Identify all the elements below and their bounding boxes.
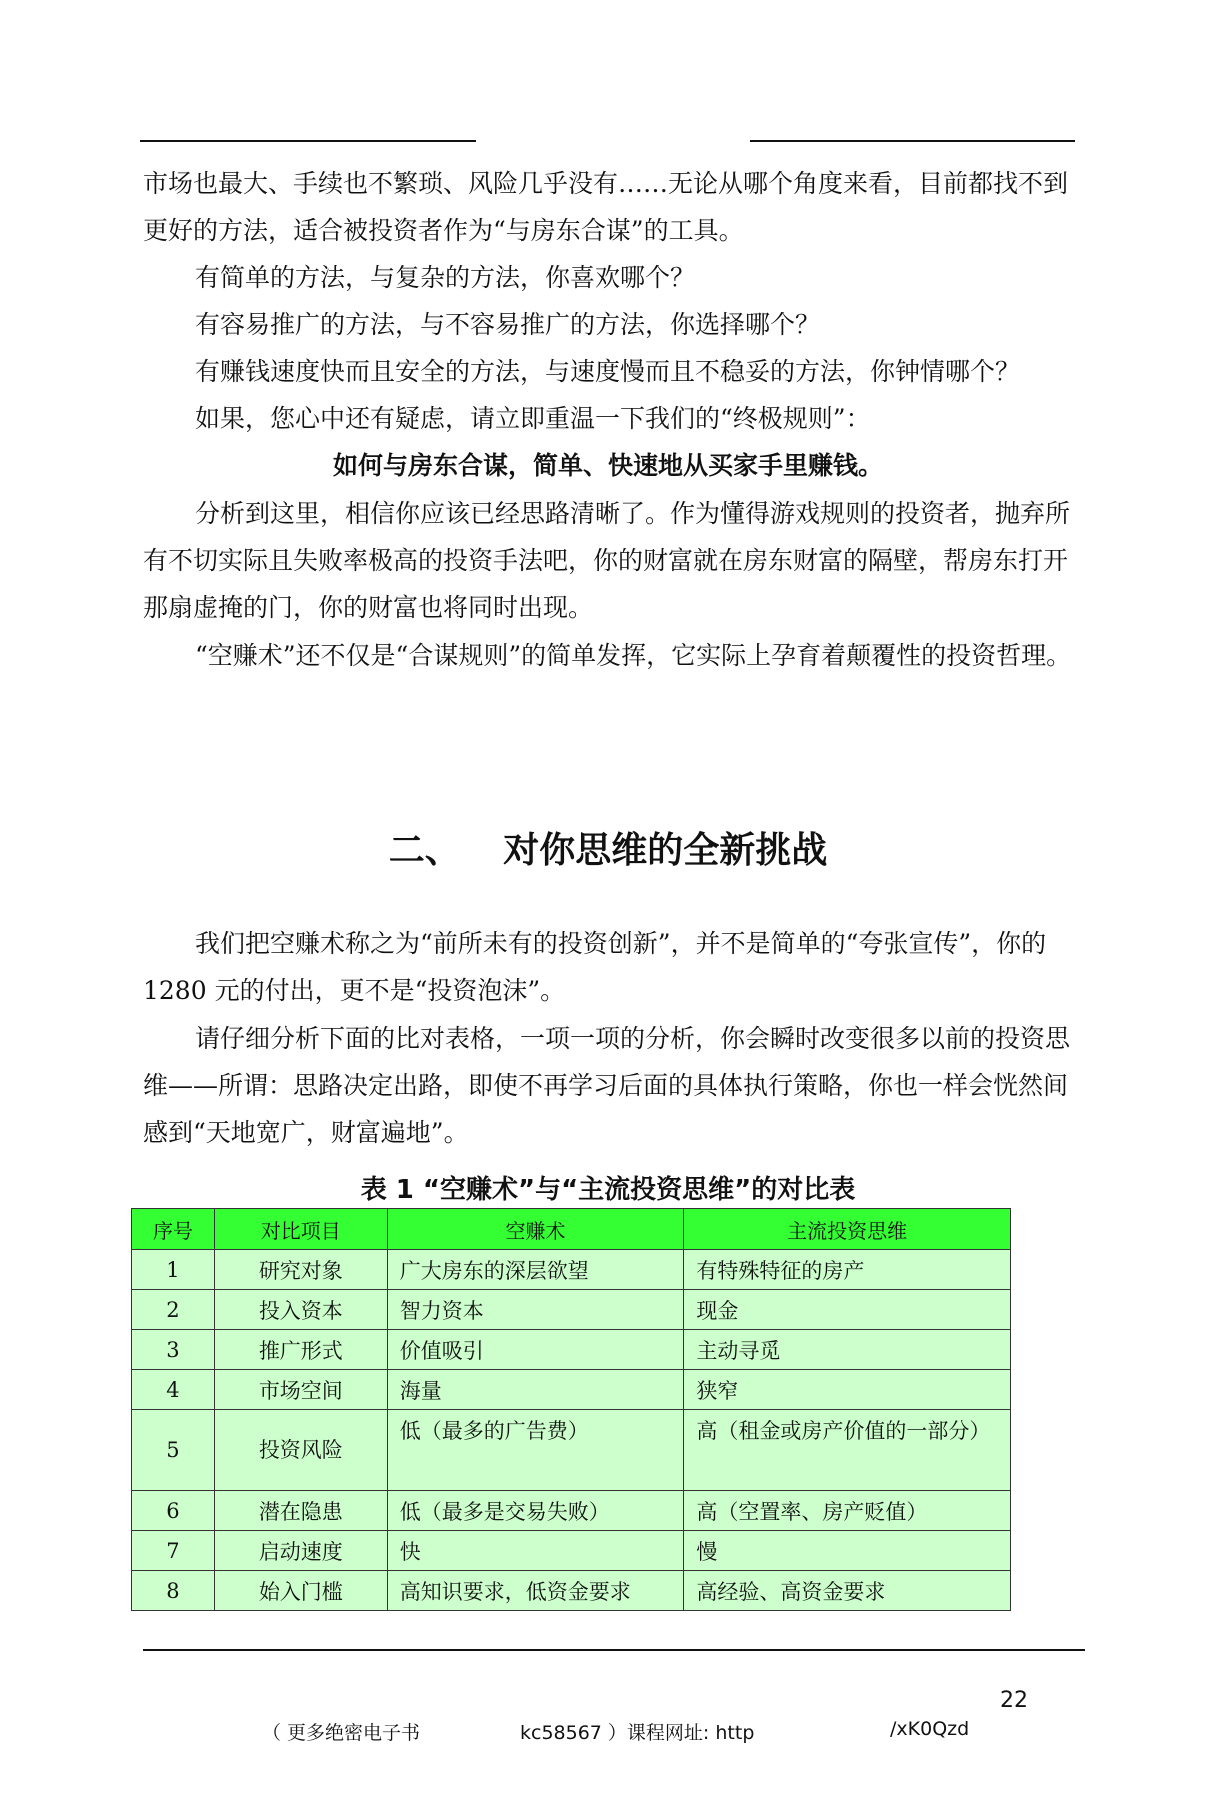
- table-row: [132, 1571, 1011, 1611]
- table-cell: 现金: [684, 1290, 1011, 1330]
- table-cell: 高经验、高资金要求: [684, 1571, 1011, 1611]
- footer-text-course-url: kc58567 ）课程网址: http: [520, 1722, 755, 1744]
- table-cell: 推广形式: [214, 1330, 387, 1370]
- footer-text-url-code: /xK0Qzd: [890, 1718, 970, 1740]
- paragraph: 请仔细分析下面的比对表格，一项一项的分析，你会瞬时改变很多以前的投资思维——所谓：思路决定出路，即使不再学习后面的具体执行策略，你也一样会恍然间感到“天地宽广，财富遍地”。: [143, 1024, 1071, 1147]
- header-rule-left: [140, 140, 476, 142]
- rule-statement: 如何与房东合谋，简单、快速地从买家手里赚钱。: [332, 451, 883, 480]
- table-row: [132, 1370, 1011, 1410]
- column-header: 对比项目: [214, 1209, 387, 1250]
- table-cell: 潜在隐患: [214, 1491, 387, 1531]
- paragraph: 市场也最大、手续也不繁琐、风险几乎没有……无论从哪个角度来看，目前都找不到更好的方法，适合被投资者作为“与房东合谋”的工具。: [143, 169, 1069, 245]
- table-cell: 快: [387, 1531, 684, 1571]
- table-cell: 低（最多的广告费）: [387, 1410, 684, 1491]
- table-cell: 启动速度: [214, 1531, 387, 1571]
- table-cell: 8: [132, 1571, 215, 1611]
- table-row: [132, 1250, 1011, 1290]
- table-cell: 有特殊特征的房产: [684, 1250, 1011, 1290]
- footer-text-ebook: （ 更多绝密电子书: [262, 1722, 421, 1744]
- table-caption: 表 1 “空赚术”与“主流投资思维”的对比表: [360, 1175, 856, 1205]
- table-row: [132, 1491, 1011, 1531]
- table-cell: 价值吸引: [387, 1330, 684, 1370]
- table-cell: 5: [132, 1410, 215, 1491]
- table-cell: 智力资本: [387, 1290, 684, 1330]
- table-row: [132, 1410, 1011, 1491]
- page-number: 22: [1000, 1688, 1028, 1713]
- table-cell: 高（空置率、房产贬值）: [684, 1491, 1011, 1531]
- header-rule-right: [750, 140, 1075, 142]
- table-cell: 主动寻觅: [684, 1330, 1011, 1370]
- table-cell: 投资风险: [214, 1410, 387, 1491]
- table-cell: 3: [132, 1330, 215, 1370]
- table-cell: 研究对象: [214, 1250, 387, 1290]
- footer-rule: [143, 1649, 1085, 1651]
- column-header: 空赚术: [387, 1209, 684, 1250]
- table-cell: 高知识要求，低资金要求: [387, 1571, 684, 1611]
- table-cell: 慢: [684, 1531, 1011, 1571]
- table-cell: 广大房东的深层欲望: [387, 1250, 684, 1290]
- paragraph: 有赚钱速度快而且安全的方法，与速度慢而且不稳妥的方法，你钟情哪个？: [195, 357, 1021, 386]
- table-cell: 1: [132, 1250, 215, 1290]
- table-row: [132, 1330, 1011, 1370]
- table-cell: 2: [132, 1290, 215, 1330]
- table-cell: 市场空间: [214, 1370, 387, 1410]
- table-cell: 7: [132, 1531, 215, 1571]
- table-row: [132, 1290, 1011, 1330]
- table-cell: 高（租金或房产价值的一部分）: [684, 1410, 1011, 1491]
- comparison-table: [131, 1208, 1011, 1611]
- table-cell: 始入门槛: [214, 1571, 387, 1611]
- paragraph: 分析到这里，相信你应该已经思路清晰了。作为懂得游戏规则的投资者，抛弃所有不切实际且失败率极高的投资手法吧，你的财富就在房东财富的隔壁，帮房东打开那扇虚掩的门，你的财富也将同时出现。: [143, 499, 1071, 622]
- table-cell: 低（最多是交易失败）: [387, 1491, 684, 1531]
- paragraph: 有容易推广的方法，与不容易推广的方法，你选择哪个？: [195, 310, 821, 339]
- table-cell: 4: [132, 1370, 215, 1410]
- table-row: [132, 1531, 1011, 1571]
- paragraph: 我们把空赚术称之为“前所未有的投资创新”，并不是简单的“夸张宣传”，你的 1280 元的付出，更不是“投资泡沫”。: [143, 929, 1047, 1005]
- paragraph: 有简单的方法，与复杂的方法，你喜欢哪个？: [195, 263, 696, 292]
- table-cell: 6: [132, 1491, 215, 1531]
- table-cell: 狭窄: [684, 1370, 1011, 1410]
- column-header: 主流投资思维: [684, 1209, 1011, 1250]
- table-header-row: [132, 1209, 1011, 1250]
- section-heading: 二、 对你思维的全新挑战: [388, 830, 828, 871]
- paragraph: “空赚术”还不仅是“合谋规则”的简单发挥，它实际上孕育着颠覆性的投资哲理。: [195, 641, 1072, 670]
- table-cell: 海量: [387, 1370, 684, 1410]
- paragraph: 如果，您心中还有疑虑，请立即重温一下我们的“终极规则”：: [195, 404, 871, 433]
- table-cell: 投入资本: [214, 1290, 387, 1330]
- column-header: 序号: [132, 1209, 215, 1250]
